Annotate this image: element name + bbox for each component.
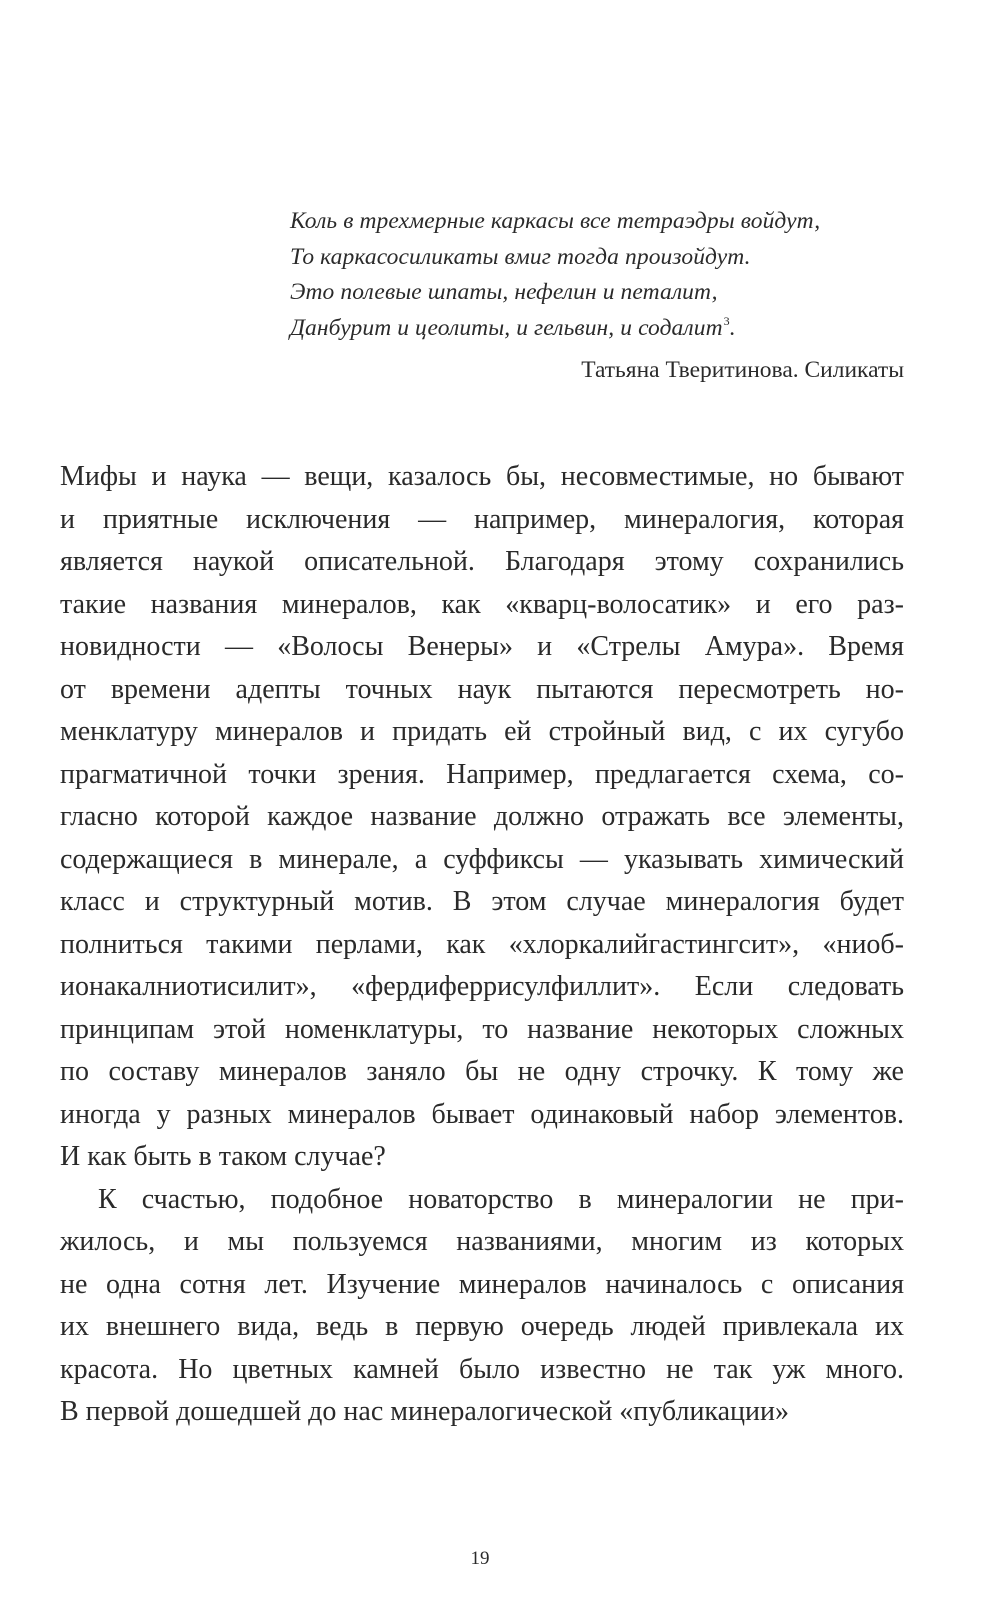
footnote-mark: 3: [723, 313, 730, 328]
epigraph-attribution: Татьяна Тверитинова. Силикаты: [581, 357, 904, 383]
epigraph-line: Это полевые шпаты, нефелин и петалит,: [290, 279, 718, 305]
page-number: 19: [470, 1548, 490, 1569]
text-line: класс и структурный мотив. В этом случае минералогия будет: [60, 886, 904, 917]
text-line: прагматичной точки зрения. Например, предлагается схема, со-: [60, 758, 904, 790]
paragraph-1: [60, 456, 904, 1179]
epigraph-line-text: Данбурит и цеолиты, и гельвин, и содалит: [290, 314, 723, 341]
text-line: содержащиеся в минерале, а суффиксы — указывать химический: [60, 843, 904, 875]
text-line: В первой дошедшей до нас минералогической «публикации»: [60, 1396, 789, 1427]
paragraph-2: [60, 1179, 904, 1434]
text-line: не одна сотня лет. Изучение минералов начиналось с описания: [60, 1268, 904, 1300]
text-line: их внешнего вида, ведь в первую очередь людей привлекала их: [60, 1311, 904, 1342]
text-line: красота. Но цветных камней было известно не так уж много.: [60, 1353, 904, 1385]
text-line: и приятные исключения — например, минералогия, которая: [60, 503, 904, 535]
text-line: ионакалниотисилит», «фердиферрисулфиллит». Если следовать: [60, 971, 904, 1002]
body-text: [60, 456, 904, 1434]
epigraph-line: То каркасосиликаты вмиг тогда произойдут.: [290, 243, 751, 270]
text-line: новидности — «Волосы Венеры» и «Стрелы Амура». Время: [60, 631, 904, 662]
footnote-suffix: .: [729, 314, 736, 341]
text-line: иногда у разных минералов бывает одинаковый набор элементов.: [60, 1098, 904, 1130]
epigraph: [290, 204, 904, 388]
text-line: И как быть в таком случае?: [60, 1141, 386, 1172]
epigraph-line-last: [290, 311, 904, 347]
text-line: по составу минералов заняло бы не одну строчку. К тому же: [60, 1056, 904, 1087]
epigraph-line: Коль в трехмерные каркасы все тетраэдры войдут,: [290, 208, 821, 234]
text-line: принципам этой номенклатуры, то название некоторых сложных: [60, 1013, 904, 1045]
text-line: жилось, и мы пользуемся названиями, многим из которых: [60, 1226, 904, 1257]
text-line: полниться такими перлами, как «хлоркалийгастингсит», «ниоб-: [60, 928, 904, 960]
text-line: от времени адепты точных наук пытаются пересмотреть но-: [60, 673, 904, 705]
epigraph-verse: [290, 204, 904, 346]
text-line: менклатуру минералов и придать ей стройный вид, с их сугубо: [60, 716, 904, 747]
text-line: является наукой описательной. Благодаря этому сохранились: [60, 546, 904, 577]
text-line: Мифы и наука — вещи, казалось бы, несовместимые, но бывают: [60, 461, 904, 492]
text-line: К счастью, подобное новаторство в минералогии не при-: [98, 1183, 904, 1215]
text-line: гласно которой каждое название должно отражать все элементы,: [60, 801, 904, 832]
text-line: такие названия минералов, как «кварц-волосатик» и его раз-: [60, 588, 904, 620]
